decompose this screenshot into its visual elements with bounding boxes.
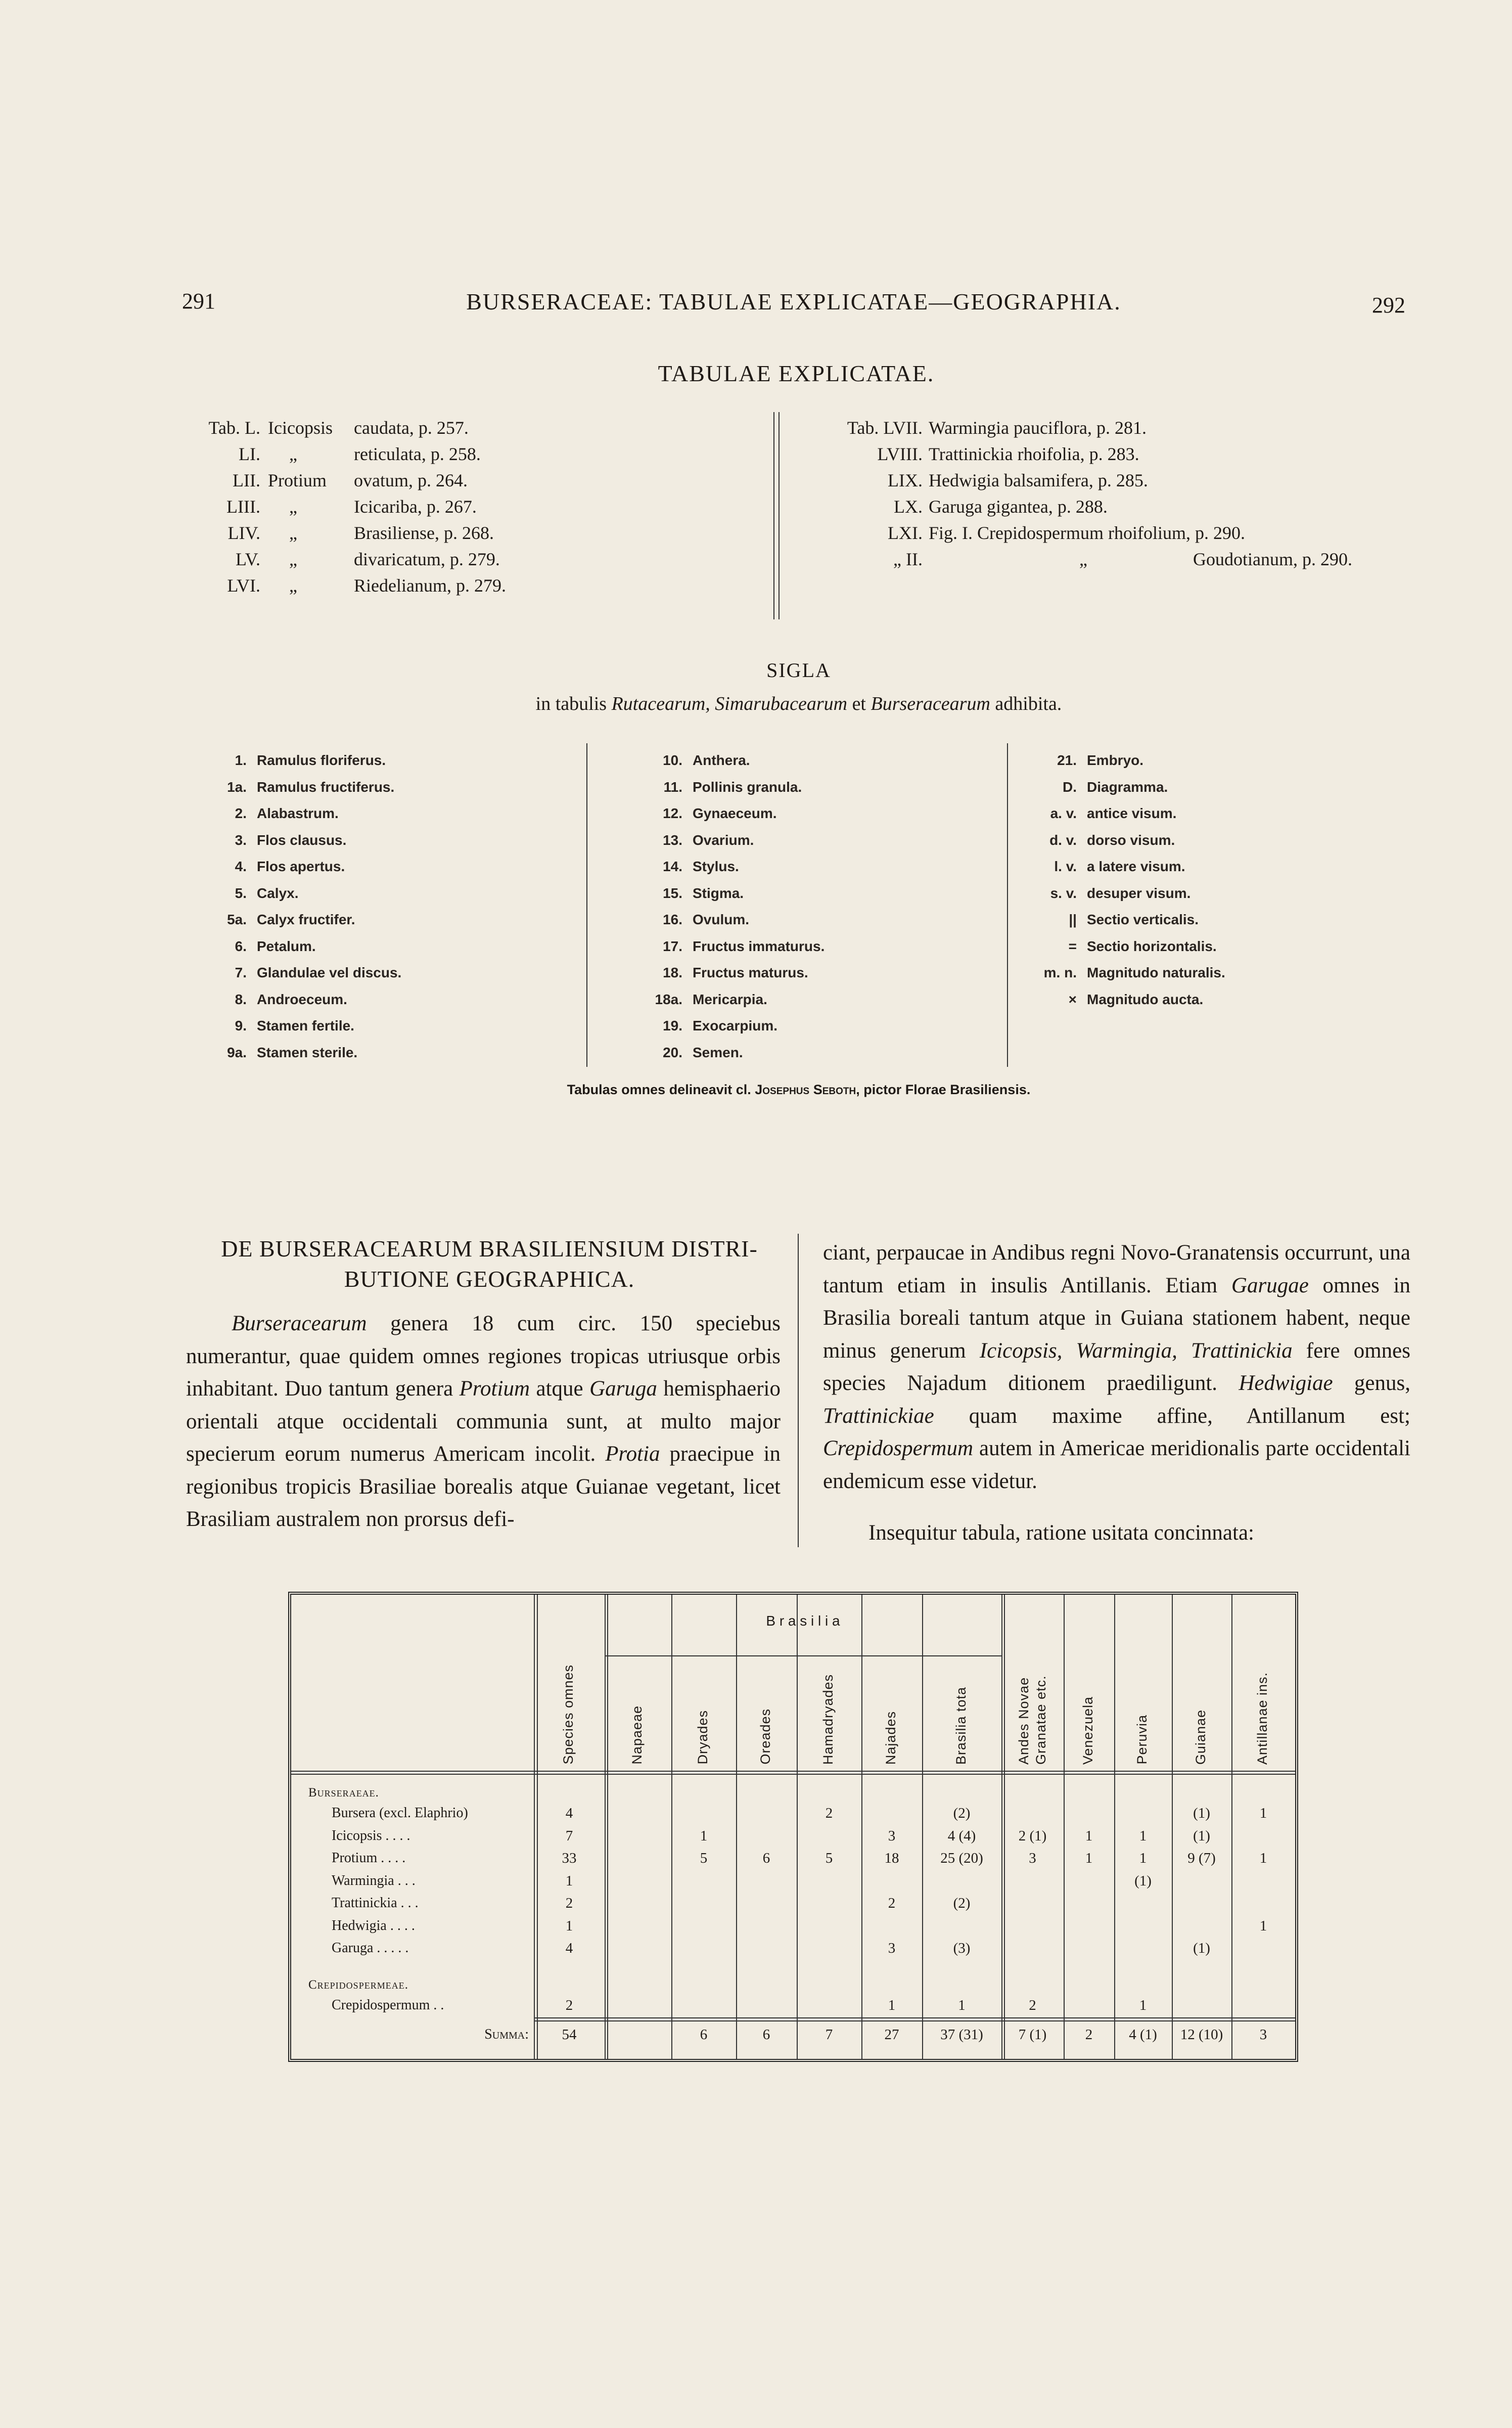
sigla-label: desuper visum. [1087, 885, 1191, 901]
table-group-name: Burseraeae. [308, 1786, 379, 1800]
tabula-entry: „ [1079, 549, 1087, 569]
summa-rule-2 [534, 2020, 1295, 2021]
sigla-mark: m. n. [1043, 965, 1077, 980]
tabula-row [816, 520, 1372, 546]
tabula-species: reticulata, p. 258. [354, 444, 481, 464]
sigla-sub-simarubacearum: Simarubacearum [715, 693, 848, 714]
brasilia-header-rule [605, 1655, 1001, 1656]
sigla-label: Gynaeceum. [693, 805, 777, 821]
sigla-label: Embryo. [1087, 752, 1144, 768]
italic-term: Icicopsis, Warmingia, Trattinickia [979, 1338, 1293, 1363]
tabula-number: „ II. [893, 549, 923, 569]
column-header-7: Andes Novae Granatae etc. [1016, 1675, 1048, 1765]
tabula-species: ovatum, p. 264. [354, 470, 468, 490]
sigla-sub-burseracearum: Burseracearum [870, 693, 990, 714]
sigla-label: Magnitudo naturalis. [1087, 965, 1225, 980]
table-column-rule [605, 1595, 606, 2059]
column-header-5: Najades [883, 1711, 898, 1765]
distribution-table [288, 1592, 1298, 2062]
italic-term: Trattinickiae [823, 1404, 934, 1428]
sigla-mark: 11. [663, 779, 682, 795]
table-group-name: Crepidospermeae. [308, 1977, 408, 1992]
sigla-label: Ovarium. [693, 832, 754, 848]
table-cell: 1 [565, 1917, 573, 1934]
sigla-row [217, 853, 581, 880]
sigla-row [1036, 907, 1350, 933]
running-title: BURSERACEAE: TABULAE EXPLICATAE—GEOGRAPHIA. [466, 289, 1121, 314]
text-run: hemisphaerio orientali atque occidentali communia sunt, at multo major specierum eorum numerus Americam incolit. [186, 1377, 781, 1466]
sigla-row [217, 1040, 581, 1066]
sigla-mark: 2. [235, 805, 247, 821]
table-cell: 2 [565, 1895, 573, 1911]
table-column-rule [1231, 1595, 1232, 2059]
tabula-number: LIII. [226, 497, 260, 517]
sigla-column-2 [652, 747, 976, 1066]
tabula-entry-tail: Goudotianum, p. 290. [1193, 549, 1352, 569]
tabula-species: caudata, p. 257. [354, 418, 469, 438]
tabula-row [816, 415, 1372, 441]
sigla-label: Diagramma. [1087, 779, 1168, 795]
table-cell: 5 [825, 1850, 833, 1866]
sigla-label: Ovulum. [693, 912, 750, 927]
sigla-row [217, 907, 581, 933]
sigla-label: Sectio horizontalis. [1087, 938, 1217, 954]
tabula-number: LI. [239, 444, 260, 464]
sigla-label: Fructus maturus. [693, 965, 808, 980]
summa-label: Summa: [484, 2027, 529, 2042]
geo-title-line2: BUTIONE GEOGRAPHICA. [344, 1266, 635, 1292]
sigla-mark: d. v. [1049, 832, 1077, 848]
sigla-mark: 9a. [227, 1044, 247, 1060]
tabulae-divider [773, 412, 774, 619]
sigla-label: Flos clausus. [257, 832, 347, 848]
sigla-label: Flos apertus. [257, 859, 345, 874]
sigla-mark: 9. [235, 1018, 247, 1033]
table-column-rule [922, 1595, 923, 2059]
tabulae-right-list [816, 415, 1372, 572]
tabulae-left-list [182, 415, 763, 599]
tabula-number: Tab. LVII. [847, 418, 923, 438]
sigla-mark: 7. [235, 965, 247, 980]
summa-cell: 54 [562, 2027, 577, 2043]
sigla-credit [354, 1082, 1244, 1098]
sigla-row [652, 774, 976, 801]
table-cell: 7 [565, 1827, 573, 1844]
sigla-label: antice visum. [1087, 805, 1177, 821]
page-number-right: 292 [1372, 293, 1405, 318]
table-cell: 1 [1139, 1827, 1147, 1844]
sigla-mark: 17. [663, 938, 682, 954]
sigla-label: Ramulus fructiferus. [257, 779, 395, 795]
sigla-mark: 10. [663, 752, 682, 768]
sigla-label: Anthera. [693, 752, 750, 768]
italic-term: Crepidospermum [823, 1436, 974, 1460]
column-header-6: Brasilia tota [953, 1686, 969, 1765]
sigla-mark: 20. [663, 1044, 682, 1060]
sigla-row [217, 880, 581, 907]
sigla-sub-post: adhibita. [990, 693, 1062, 714]
sigla-row [652, 880, 976, 907]
sigla-mark: 5a. [227, 912, 247, 927]
sigla-mark: 3. [235, 832, 247, 848]
tabula-genus: Icicopsis [268, 418, 333, 438]
sigla-row [1036, 986, 1350, 1013]
sigla-mark: 8. [235, 991, 247, 1007]
sigla-row [217, 747, 581, 774]
table-cell: 33 [562, 1850, 577, 1866]
tabula-entry: Garuga gigantea, p. 288. [929, 497, 1108, 517]
table-cell: 1 [1259, 1917, 1267, 1934]
table-cell: 5 [700, 1850, 708, 1866]
table-cell: 6 [762, 1850, 770, 1866]
tabula-genus: „ [289, 575, 297, 596]
sigla-row [652, 853, 976, 880]
sigla-label: Stamen sterile. [257, 1044, 358, 1060]
sigla-row [217, 960, 581, 986]
tabula-number: LIX. [888, 470, 923, 490]
table-column-rule [861, 1595, 862, 2059]
column-header-0: Species omnes [561, 1665, 576, 1765]
sigla-mark: 1a. [227, 779, 247, 795]
sigla-mark: 4. [235, 859, 247, 874]
sigla-row [652, 827, 976, 854]
table-cell: 25 (20) [940, 1850, 983, 1866]
tabula-number: LVIII. [877, 444, 923, 464]
table-cell: 2 [888, 1895, 896, 1911]
table-row-name: Warmingia . . . [332, 1872, 416, 1889]
sigla-label: Petalum. [257, 938, 316, 954]
sigla-row [1036, 800, 1350, 827]
table-cell: 9 (7) [1187, 1850, 1216, 1866]
text-run: fere omnes species Najadum ditionem praediligunt. [823, 1338, 1410, 1395]
italic-term: Garuga [589, 1377, 657, 1401]
running-head [182, 288, 1405, 324]
tabula-number: LX. [894, 497, 923, 517]
column-header-8: Venezuela [1080, 1696, 1095, 1765]
column-header-9: Peruvia [1134, 1715, 1150, 1765]
table-cell: 1 [1259, 1850, 1267, 1866]
text-run: genus, [1333, 1371, 1410, 1395]
tabula-entry: Hedwigia balsamifera, p. 285. [929, 470, 1148, 490]
sigla-divider-2 [1007, 743, 1008, 1067]
sigla-row [652, 933, 976, 960]
table-cell: (1) [1193, 1805, 1210, 1821]
tabulae-divider-2 [778, 412, 780, 619]
table-column-rule [797, 1595, 798, 2059]
table-cell: 1 [958, 1997, 966, 2013]
sigla-column-3 [1036, 747, 1350, 1013]
italic-term: Protia [605, 1442, 660, 1466]
table-column-rule [1172, 1595, 1173, 2059]
sigla-label: a latere visum. [1087, 859, 1185, 874]
table-row-name: Icicopsis . . . . [332, 1827, 410, 1844]
sigla-mark: 21. [1057, 752, 1077, 768]
table-cell: (1) [1193, 1827, 1210, 1844]
sigla-mark: 1. [235, 752, 247, 768]
sigla-label: dorso visum. [1087, 832, 1175, 848]
sigla-label: Calyx fructifer. [257, 912, 355, 927]
sigla-mark: D. [1063, 779, 1077, 795]
sigla-row [217, 933, 581, 960]
tabula-row [182, 520, 763, 546]
column-header-4: Hamadryades [820, 1674, 836, 1765]
table-cell: 18 [884, 1850, 899, 1866]
table-cell: 1 [700, 1827, 708, 1844]
tabula-number: LVI. [227, 575, 260, 596]
table-cell: (2) [953, 1895, 971, 1911]
tabula-species: Riedelianum, p. 279. [354, 575, 506, 596]
summa-cell: 27 [884, 2027, 899, 2043]
sigla-mark: 15. [663, 885, 682, 901]
sigla-mark: s. v. [1050, 885, 1077, 901]
summa-cell: 3 [1259, 2027, 1267, 2043]
sigla-label: Calyx. [257, 885, 299, 901]
sigla-label: Exocarpium. [693, 1018, 778, 1033]
table-row-name: Garuga . . . . . [332, 1940, 409, 1956]
table-column-rule [671, 1595, 672, 2059]
text-run: atque [530, 1377, 590, 1401]
table-cell: 1 [888, 1997, 896, 2013]
table-cell: 3 [888, 1827, 896, 1844]
sigla-row [1036, 880, 1350, 907]
sigla-column-1 [217, 747, 581, 1066]
geo-title-line1: DE BURSERACEARUM BRASILIENSIUM DISTRI- [221, 1236, 758, 1262]
table-cell: (2) [953, 1805, 971, 1821]
table-cell: 1 [565, 1872, 573, 1889]
tabula-number: LXI. [888, 523, 923, 543]
text-run: omnes in Brasilia boreali tantum atque in Guiana stationem habent, neque minus generum [823, 1273, 1411, 1363]
tabulae-title: TABULAE EXPLICATAE. [658, 361, 935, 386]
geo-title [186, 1234, 793, 1294]
summa-cell: 7 (1) [1018, 2027, 1047, 2043]
sigla-row [217, 774, 581, 801]
sigla-label: Stigma. [693, 885, 744, 901]
sigla-sub-pre: in tabulis [535, 693, 612, 714]
italic-term: Garugae [1231, 1273, 1309, 1297]
tabula-number: LIV. [227, 523, 260, 543]
table-row-name: Trattinickia . . . [332, 1895, 419, 1911]
tabula-genus: „ [289, 444, 297, 464]
sigla-mark: 16. [663, 912, 682, 927]
table-cell: (1) [1134, 1872, 1152, 1889]
tabula-number: Tab. L. [208, 418, 260, 438]
tabula-row [816, 493, 1372, 520]
table-row-name: Hedwigia . . . . [332, 1917, 415, 1934]
tabula-number: LV. [235, 549, 260, 569]
tabula-entry: Warmingia pauciflora, p. 281. [929, 418, 1147, 438]
sigla-mark: 19. [663, 1018, 682, 1033]
table-row-name: Protium . . . . [332, 1850, 406, 1866]
sigla-row [217, 827, 581, 854]
sigla-row [652, 960, 976, 986]
sigla-row [217, 1013, 581, 1040]
sigla-row [217, 986, 581, 1013]
tabula-row [182, 441, 763, 467]
sigla-mark: || [1069, 912, 1077, 927]
sigla-label: Pollinis granula. [693, 779, 802, 795]
tabula-row [816, 467, 1372, 493]
sigla-mark: 13. [663, 832, 682, 848]
table-cell: 1 [1139, 1850, 1147, 1866]
table-column-rule [736, 1595, 737, 2059]
geo-right-paragraph [823, 1237, 1410, 1498]
sigla-row [1036, 853, 1350, 880]
table-cell: 4 (4) [947, 1827, 976, 1844]
tabula-genus: Protium [268, 470, 327, 490]
sigla-row [1036, 747, 1350, 774]
sigla-mark: 14. [663, 859, 682, 874]
sigla-row [217, 800, 581, 827]
sigla-label: Semen. [693, 1044, 743, 1060]
summa-cell: 7 [825, 2027, 833, 2043]
table-cell: 1 [1139, 1997, 1147, 2013]
table-cell: (1) [1193, 1940, 1210, 1956]
text-run: quam maxime affine, Antillanum est; [934, 1404, 1410, 1428]
table-cell: 2 [1029, 1997, 1036, 2013]
sigla-row [1036, 774, 1350, 801]
summa-cell: 2 [1085, 2027, 1093, 2043]
sigla-label: Fructus immaturus. [693, 938, 825, 954]
table-row-name: Crepidospermum . . [332, 1997, 444, 2013]
summa-cell: 37 (31) [940, 2027, 983, 2043]
sigla-mark: 5. [235, 885, 247, 901]
sigla-mark: l. v. [1054, 859, 1077, 874]
text-run: genera 18 cum circ. 150 speciebus numerantur, quae quidem omnes regiones tropicas utriusque orbis inhabitant. Duo tantum genera [186, 1312, 781, 1401]
tabula-row [182, 546, 763, 572]
text-run: praecipue in regionibus tropicis Brasiliae borealis atque Guianae vegetant, licet Brasiliam australem non prorsus defi- [186, 1442, 781, 1531]
table-cell: (3) [953, 1940, 971, 1956]
credit-pre: Tabulas omnes delineavit cl. [567, 1082, 755, 1097]
tabula-species: Brasiliense, p. 268. [354, 523, 494, 543]
summa-cell: 4 (1) [1129, 2027, 1157, 2043]
sigla-mark: × [1068, 991, 1077, 1007]
summa-cell: 12 (10) [1180, 2027, 1223, 2043]
header-bottom-rule [291, 1771, 1295, 1772]
sigla-subtitle [404, 693, 1193, 715]
sigla-label: Magnitudo aucta. [1087, 991, 1204, 1007]
italic-term: Burseracearum [232, 1312, 367, 1335]
sigla-mark: 18a. [655, 991, 682, 1007]
sigla-label: Ramulus floriferus. [257, 752, 386, 768]
header-bottom-rule-2 [291, 1774, 1295, 1775]
sigla-label: Sectio verticalis. [1087, 912, 1199, 927]
table-cell: 3 [888, 1940, 896, 1956]
brasilia-label: B r a s i l i a [766, 1613, 840, 1629]
table-column-rule [1001, 1595, 1002, 2059]
credit-name: Josephus Seboth [755, 1082, 856, 1097]
sigla-label: Stamen fertile. [257, 1018, 354, 1033]
table-cell: 4 [565, 1805, 573, 1821]
sigla-label: Androeceum. [257, 991, 347, 1007]
table-cell: 2 [565, 1997, 573, 2013]
tabula-species: Icicariba, p. 267. [354, 497, 477, 517]
italic-term: Hedwigiae [1239, 1371, 1333, 1395]
sigla-row [1036, 933, 1350, 960]
sigla-mark: = [1068, 938, 1077, 954]
table-cell: 4 [565, 1940, 573, 1956]
summa-cell: 6 [762, 2027, 770, 2043]
sigla-row [652, 800, 976, 827]
sigla-mark: a. v. [1050, 805, 1077, 821]
tabula-genus: „ [289, 523, 297, 543]
sigla-divider-1 [586, 743, 587, 1067]
summa-rule [534, 2017, 1295, 2018]
table-cell: 2 [825, 1805, 833, 1821]
tabula-number: LII. [233, 470, 260, 490]
tabula-row [182, 415, 763, 441]
sigla-label: Stylus. [693, 859, 739, 874]
sigla-sub-mid: et [847, 693, 871, 714]
column-header-11: Antillanae ins. [1255, 1672, 1270, 1765]
sigla-label: Glandulae vel discus. [257, 965, 402, 980]
page-number-left: 291 [182, 289, 215, 313]
text-run: ciant, perpaucae in Andibus regni Novo-Granatensis occurrunt, una tantum etiam in insulis Antillanis. Etiam [823, 1241, 1410, 1297]
sigla-row [652, 1013, 976, 1040]
sigla-row [652, 747, 976, 774]
tabula-genus: „ [289, 549, 297, 569]
italic-term: Protium [459, 1377, 530, 1401]
table-cell: 2 (1) [1018, 1827, 1047, 1844]
tabula-row [816, 441, 1372, 467]
column-header-1: Napaeae [629, 1705, 645, 1765]
tabula-genus: „ [289, 497, 297, 517]
credit-post: , pictor Florae Brasiliensis. [856, 1082, 1031, 1097]
table-column-rule [534, 1595, 535, 2059]
tabula-row [182, 572, 763, 599]
sigla-label: Mericarpia. [693, 991, 767, 1007]
sigla-row [652, 1040, 976, 1066]
table-cell: 1 [1085, 1827, 1093, 1844]
sigla-title: SIGLA [766, 659, 831, 682]
geo-column-divider [798, 1234, 799, 1547]
tabula-row [182, 467, 763, 493]
table-cell: 1 [1259, 1805, 1267, 1821]
text-run: autem in Americae meridionalis parte occidentali endemicum esse videtur. [823, 1436, 1410, 1493]
sigla-mark: 18. [663, 965, 682, 980]
tabula-entry: Fig. I. Crepidospermum rhoifolium, p. 290. [929, 523, 1245, 543]
column-header-10: Guianae [1193, 1709, 1208, 1765]
sigla-row [1036, 960, 1350, 986]
tabula-entry: Trattinickia rhoifolia, p. 283. [929, 444, 1139, 464]
summa-cell: 6 [700, 2027, 708, 2043]
tabula-row [182, 493, 763, 520]
sigla-mark: 12. [663, 805, 682, 821]
table-row-name: Bursera (excl. Elaphrio) [332, 1805, 468, 1821]
tabula-row [816, 546, 1372, 572]
column-header-2: Dryades [695, 1710, 710, 1765]
sigla-mark: 6. [235, 938, 247, 954]
sigla-row [652, 986, 976, 1013]
table-cell: 1 [1085, 1850, 1093, 1866]
sigla-label: Alabastrum. [257, 805, 339, 821]
table-column-rule [1064, 1595, 1065, 2059]
tabula-species: divaricatum, p. 279. [354, 549, 500, 569]
column-header-3: Oreades [758, 1708, 773, 1765]
sigla-row [652, 907, 976, 933]
geo-right-paragraph-2: Insequitur tabula, ratione usitata concinnata: [868, 1521, 1254, 1545]
table-cell: 3 [1029, 1850, 1036, 1866]
sigla-sub-rutacearum: Rutacearum, [611, 693, 710, 714]
sigla-row [1036, 827, 1350, 854]
table-column-rule [1114, 1595, 1115, 2059]
geo-left-paragraph [186, 1308, 781, 1536]
